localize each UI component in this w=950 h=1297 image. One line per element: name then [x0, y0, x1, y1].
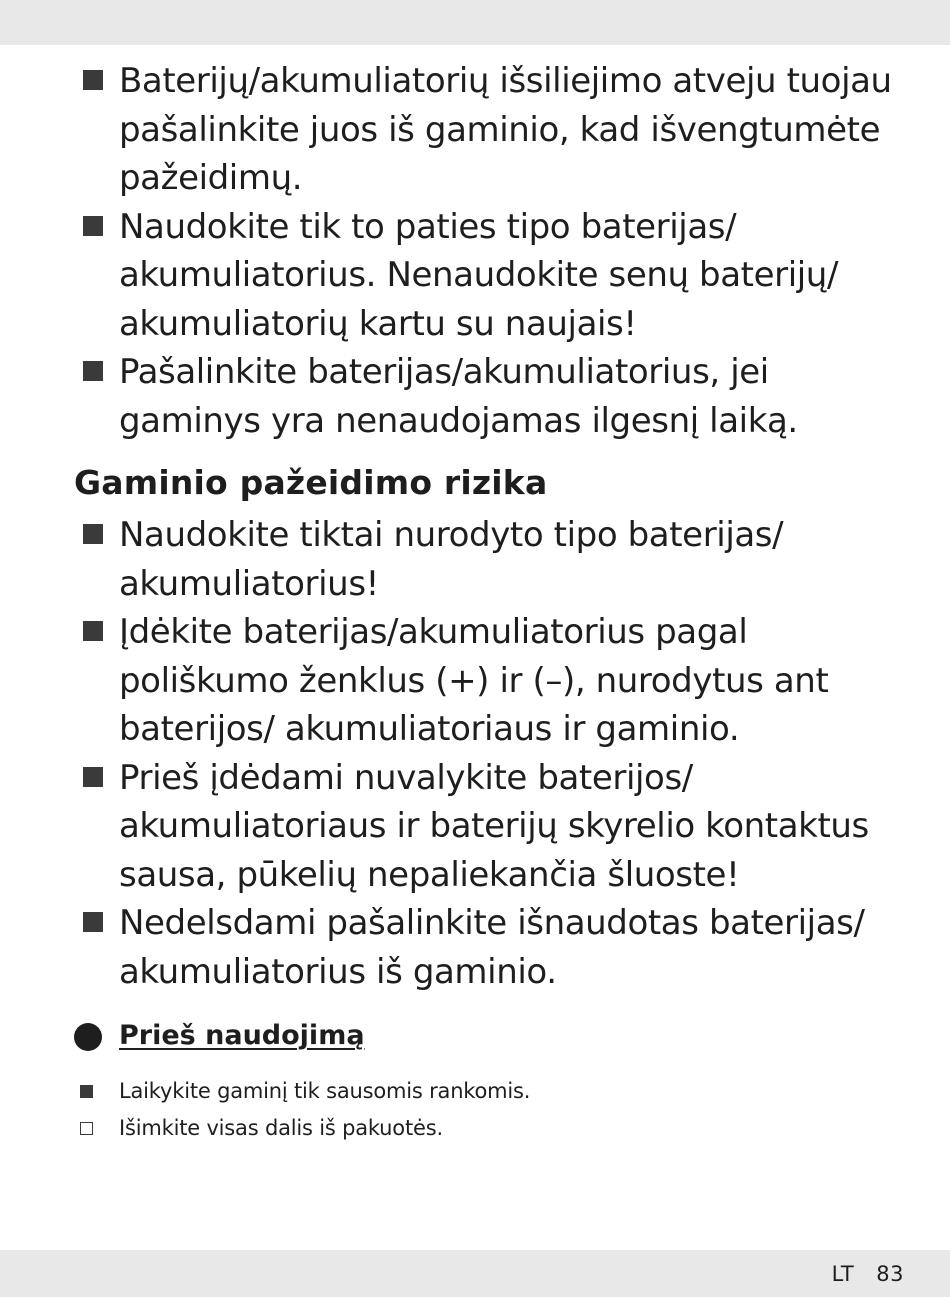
list-item-text: Naudokite tik to paties tipo baterijas/ akumuliatorius. Nenaudokite senų baterijų/ akumuliatorių kartu su naujais!	[119, 206, 838, 344]
list-item	[0, 1110, 530, 1147]
list-item	[0, 511, 950, 608]
list-item	[0, 608, 950, 754]
battery-safety-list	[0, 57, 950, 445]
section-heading: Gaminio pažeidimo rizika	[74, 463, 548, 502]
page-number: 83	[876, 1262, 904, 1286]
list-item	[0, 348, 950, 445]
list-item-text: Pašalinkite baterijas/akumuliatorius, jei gaminys yra nenaudojamas ilgesnį laiką.	[119, 352, 798, 441]
list-item-text: Išimkite visas dalis iš pakuotės.	[119, 1116, 443, 1140]
square-bullet-icon	[83, 524, 103, 544]
list-item	[0, 754, 950, 900]
square-bullet-icon	[83, 70, 103, 90]
footer-bar	[0, 1250, 950, 1297]
list-item-text: Laikykite gaminį tik sausomis rankomis.	[119, 1079, 531, 1103]
language-code: LT	[831, 1262, 855, 1286]
before-use-list	[0, 1073, 530, 1147]
list-item	[0, 1073, 530, 1110]
list-item	[0, 899, 950, 996]
before-use-heading: Prieš naudojimą	[119, 1020, 365, 1051]
top-margin-bar	[0, 0, 950, 45]
list-item-text: Nedelsdami pašalinkite išnaudotas baterijas/ akumuliatorius iš gaminio.	[119, 903, 865, 992]
square-bullet-icon	[83, 216, 103, 236]
list-item-text: Baterijų/akumuliatorių išsiliejimo atveju tuojau pašalinkite juos iš gaminio, kad išvengtumėte pažeidimų.	[119, 61, 892, 198]
square-bullet-icon	[83, 361, 103, 381]
list-item	[0, 203, 950, 349]
square-bullet-icon	[83, 912, 103, 932]
checkbox-outline-icon	[80, 1122, 93, 1135]
list-item	[0, 57, 950, 203]
square-bullet-icon	[83, 767, 103, 787]
square-bullet-icon	[80, 1085, 93, 1098]
list-item-text: Prieš įdėdami nuvalykite baterijos/ akumuliatoriaus ir baterijų skyrelio kontaktus sausa, pūkelių nepaliekančia šluoste!	[119, 757, 869, 895]
list-item-text: Įdėkite baterijas/akumuliatorius pagal poliškumo ženklus (+) ir (–), nurodytus ant baterijos/ akumuliatoriaus ir gaminio.	[119, 612, 829, 749]
product-damage-list	[0, 511, 950, 996]
list-item-text: Naudokite tiktai nurodyto tipo baterijas/ akumuliatorius!	[119, 515, 784, 604]
page-footer	[832, 1262, 904, 1286]
square-bullet-icon	[83, 621, 103, 641]
circle-bullet-icon	[74, 1023, 102, 1051]
